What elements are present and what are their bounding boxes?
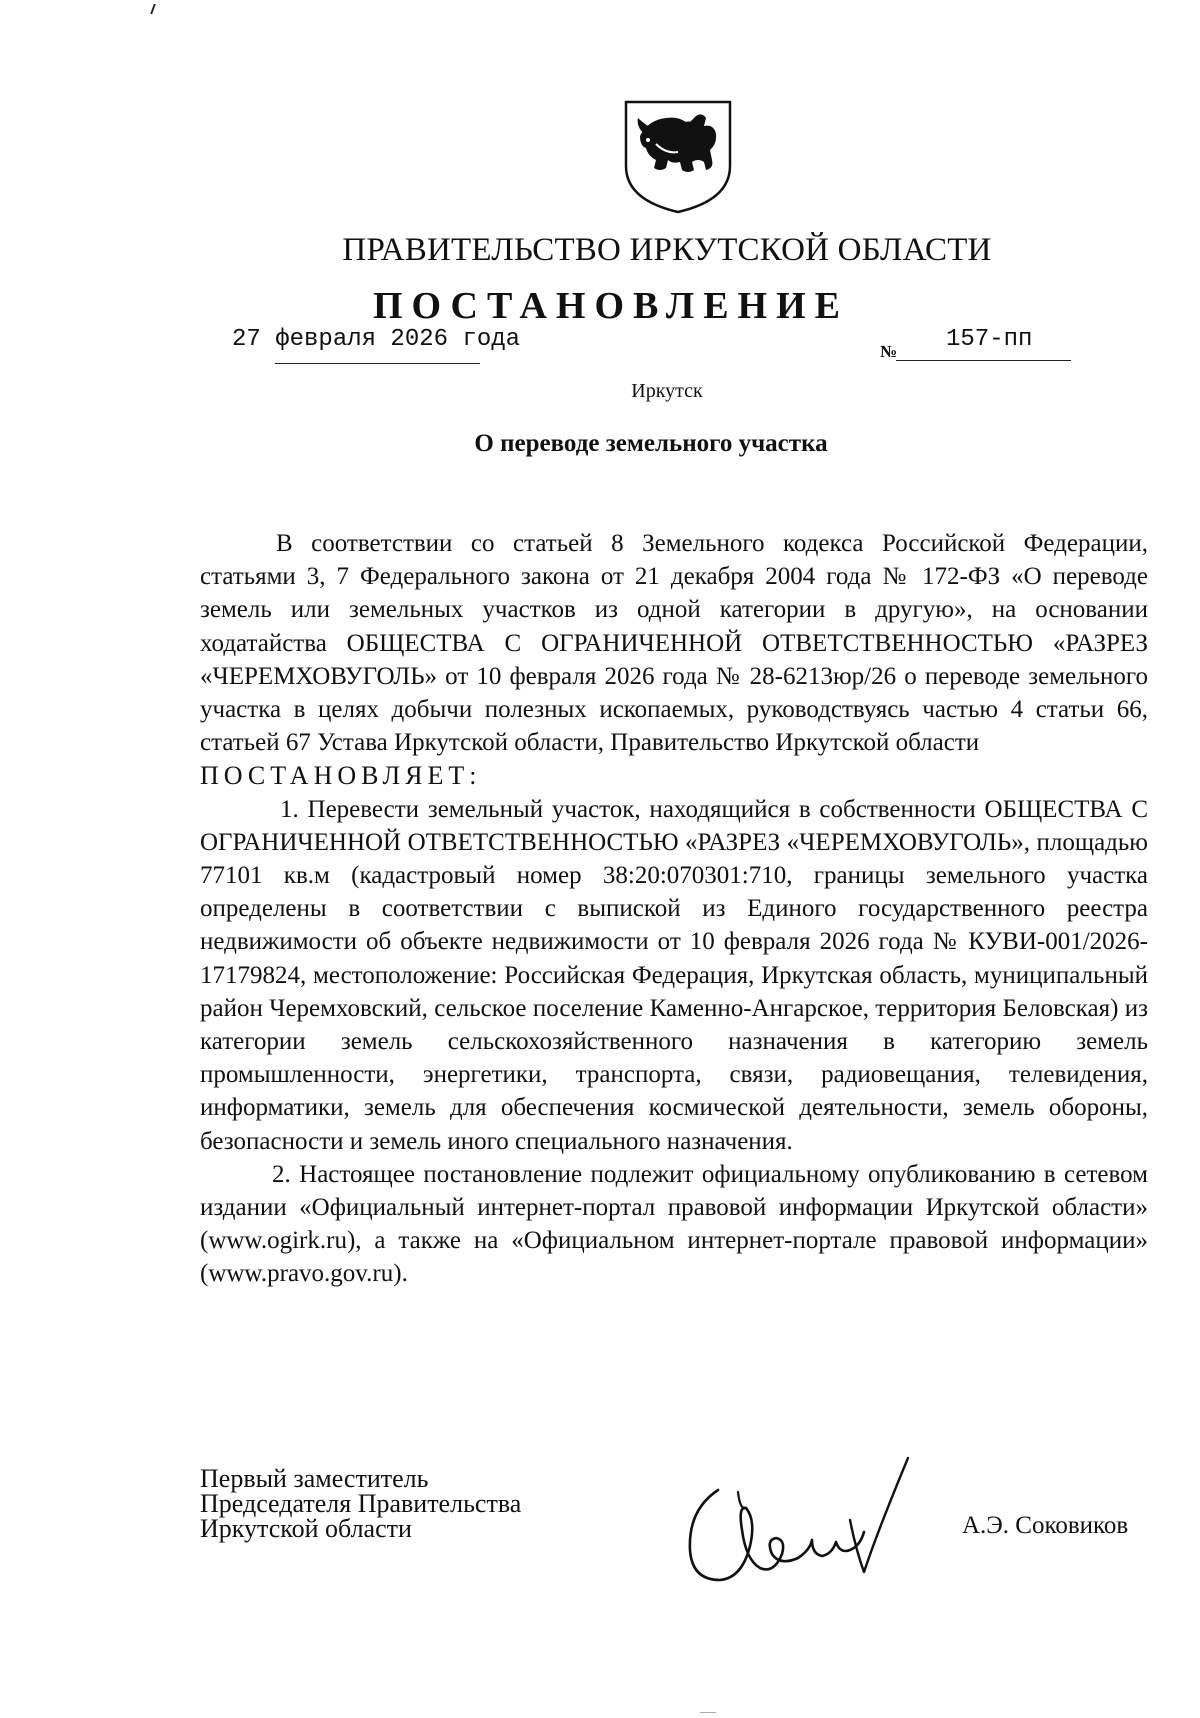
signer-position-line: Иркутской области [200, 1514, 412, 1543]
government-title: ПРАВИТЕЛЬСТВО ИРКУТСКОЙ ОБЛАСТИ [342, 232, 992, 268]
document-date: 27 февраля 2026 года [232, 326, 521, 353]
number-underline [896, 360, 1071, 361]
item-2-paragraph: 2. Настоящее постановление подлежит официальному опубликованию в сетевом издании «Официальный интернет-портал правовой информации Иркутской области» (www.ogirk.ru), а также на «Официальном интернет-портале правовой информации» (www.pravo.gov.ru). [200, 1160, 1148, 1288]
scan-artifact [150, 4, 156, 14]
signer-name: А.Э. Соковиков [962, 1512, 1129, 1539]
resolves-heading: ПОСТАНОВЛЯЕТ: [200, 761, 482, 791]
coat-of-arms-icon [618, 96, 738, 216]
document-city: Иркутск [631, 380, 703, 402]
signer-position-line: Первый заместитель [200, 1464, 429, 1493]
document-number: 157-пп [946, 326, 1033, 353]
document-type-title: ПОСТАНОВЛЕНИЕ [372, 285, 850, 327]
number-sign: № [880, 342, 898, 361]
preamble-paragraph: В соответствии со статьей 8 Земельного кодекса Российской Федерации, статьями 3, 7 Федерального закона от 21 декабря 2004 года № 172-ФЗ «О переводе земель или земельных участков из одной категории в другую», на основании ходатайства ОБЩЕСТВА С ОГРАНИЧЕННОЙ ОТВЕТСТВЕННОСТЬЮ «РАЗРЕЗ «ЧЕРЕМХОВУГОЛЬ» от 10 февраля 2026 года № 28-6213юр/26 о переводе земельного участка в целях добычи полезных ископаемых, руководствуясь частью 4 статьи 66, статьей 67 Устава Иркутской области, Правительство Иркутской области [200, 530, 1148, 757]
signer-position [200, 1466, 600, 1541]
scan-artifact [700, 1712, 716, 1713]
signature-icon [680, 1450, 920, 1600]
date-underline [275, 363, 480, 364]
item-1-paragraph: 1. Перевести земельный участок, находящийся в собственности ОБЩЕСТВА С ОГРАНИЧЕННОЙ ОТВЕТСТВЕННОСТЬЮ «РАЗРЕЗ «ЧЕРЕМХОВУГОЛЬ», площадью 77101 кв.м (кадастровый номер 38:20:070301:710, границы земельного участка определены в соответствии с выпиской из Единого государственного реестра недвижимости об объекте недвижимости от 10 февраля 2026 года № КУВИ-001/2026-17179824, местоположение: Российская Федерация, Иркутская область, муниципальный район Черемховский, сельское поселение Каменно-Ангарское, территория Беловская) из категории земель сельскохозяйственного назначения в категорию земель промышленности, энергетики, транспорта, связи, радиовещания, телевидения, информатики, земель для обеспечения космической деятельности, земель обороны, безопасности и земель иного специального назначения. [200, 795, 1148, 1155]
signer-position-line: Председателя Правительства [200, 1489, 522, 1518]
document-body [200, 527, 1148, 1291]
document-subject: О переводе земельного участка [474, 430, 828, 457]
